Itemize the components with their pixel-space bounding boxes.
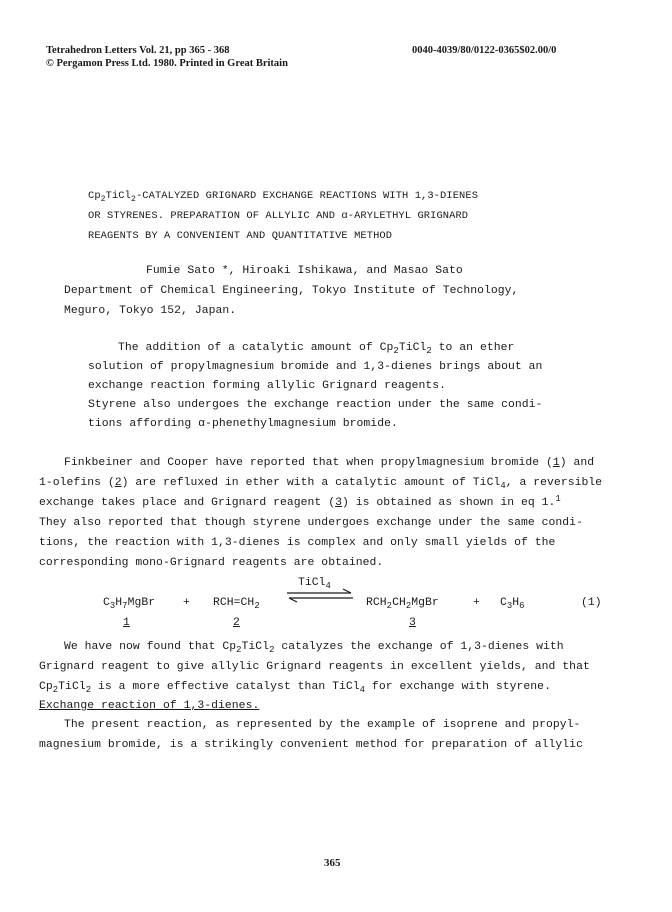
abstract-line-2: solution of propylmagnesium bromide and 1,3-dienes brings about an (88, 361, 543, 373)
equation-plus-1: + (183, 597, 190, 609)
body-p2-line-3: $Cp_2TiCl_2$ is a more effective catalyst than TiCl$_4$ for exchange with styrene. (39, 681, 551, 696)
body-p3-line-1: The present reaction, as represented by the example of isoprene and propyl- (64, 719, 581, 731)
compound-label-3: 3 (409, 617, 416, 629)
affiliation-line-1: Department of Chemical Engineering, Tokyo Institute of Technology, (64, 285, 519, 297)
title-line-2: OR STYRENES. PREPARATION OF ALLYLIC AND α-ARYLETHYL GRIGNARD (88, 210, 469, 222)
author-names: Fumie Sato *, Hiroaki Ishikawa, and Masao Sato (146, 265, 463, 277)
equation-plus-2: + (473, 597, 480, 609)
body-p1-line-5: tions, the reaction with 1,3-dienes is complex and only small yields of the (39, 537, 556, 549)
compound-label-1: 1 (123, 617, 130, 629)
reactant-propylmagnesium-bromide: $C_3H_7MgBr$ (103, 597, 156, 612)
compound-label-2: 2 (233, 617, 240, 629)
abstract-line-5: tions affording α-phenethylmagnesium bromide. (88, 418, 398, 430)
section-heading-dienes: Exchange reaction of 1,3-dienes. (39, 700, 260, 712)
page-number: 365 (324, 857, 341, 869)
body-p1-line-4: They also reported that though styrene undergoes exchange under the same condi- (39, 517, 583, 529)
affiliation-line-2: Meguro, Tokyo 152, Japan. (64, 305, 237, 317)
body-p1-line-2: 1-olefins (2) are refluxed in ether with a catalytic amount of TiCl$_4$, a reversible (39, 477, 603, 492)
body-p1-line-6: corresponding mono-Grignard reagents are obtained. (39, 557, 384, 569)
body-p2-line-2: Grignard reagent to give allylic Grignard reagents in excellent yields, and that (39, 661, 590, 673)
abstract-line-4: Styrene also undergoes the exchange reaction under the same condi- (88, 399, 543, 411)
article-code: 0040-4039/80/0122-0365$02.00/0 (412, 45, 557, 56)
title-line-3: REAGENTS BY A CONVENIENT AND QUANTITATIVE METHOD (88, 230, 393, 242)
body-p2-line-1: We have now found that $Cp_2TiCl_2$ catalyzes the exchange of 1,3-dienes with (64, 641, 564, 656)
reactant-olefin: $RCH=CH_2$ (213, 597, 260, 612)
title-line-1: $Cp_2TiCl_2$-CATALYZED GRIGNARD EXCHANGE REACTIONS WITH 1,3-DIENES (88, 190, 479, 204)
body-p1-line-1: Finkbeiner and Cooper have reported that when propylmagnesium bromide (1) and (64, 457, 595, 469)
equation-catalyst: TiCl$_4$ (298, 577, 331, 592)
product-propene: $C_3H_6$ (500, 597, 525, 612)
body-p3-line-2: magnesium bromide, is a strikingly convenient method for preparation of allylic (39, 739, 583, 751)
product-grignard: $RCH_2CH_2MgBr$ (366, 597, 439, 612)
abstract-line-1: The addition of a catalytic amount of $Cp_2TiCl_2$ to an ether (118, 342, 515, 357)
abstract-line-3: exchange reaction forming allylic Grignard reagents. (88, 380, 447, 392)
publisher-line: © Pergamon Press Ltd. 1980. Printed in Great Britain (46, 58, 288, 69)
equation-number: (1) (581, 597, 602, 609)
equilibrium-arrow-icon (285, 588, 355, 604)
journal-citation: Tetrahedron Letters Vol. 21, pp 365 - 368 (46, 45, 230, 56)
body-p1-line-3: exchange takes place and Grignard reagent (3) is obtained as shown in eq 1.$^1$ (39, 494, 561, 509)
